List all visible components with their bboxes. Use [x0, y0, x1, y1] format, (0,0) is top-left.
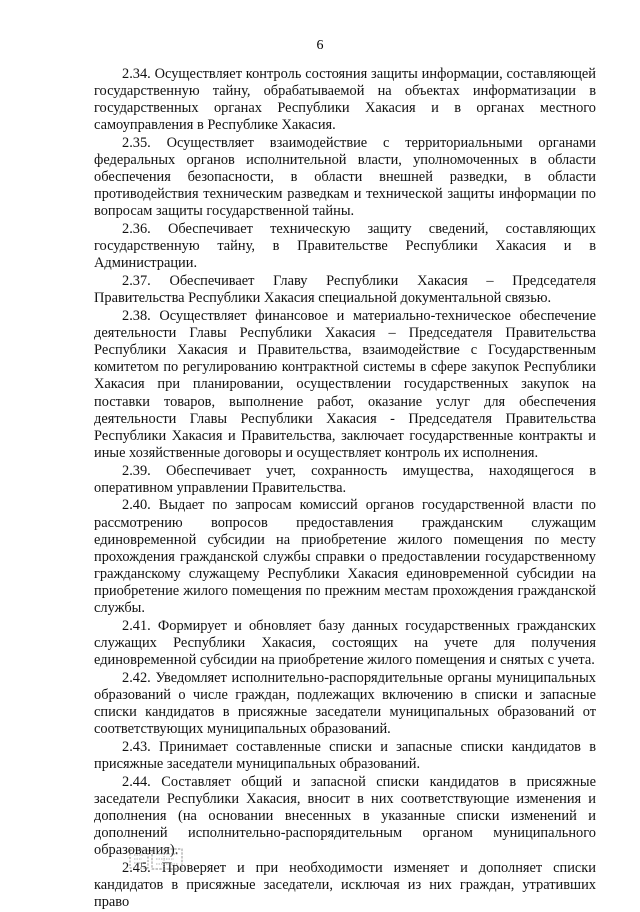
paragraph-2-38: 2.38. Осуществляет финансовое и материально-техническое обеспечение деятельности Главы Республики Хакасия – Председателя Правительства Республики Хакасия и Правительства, взаимодействие с Государственным комитетом по регулированию контрактной системы в сфере закупок Республики Хакасия при планировании, осуществлении государственных закупок на поставки товаров, выполнение работ, оказание услуг для обеспечения деятельности Главы Республики Хакасия - Председателя Правительства Республики Хакасия и Правительства, заключает государственные контракты и иные хозяйственные договоры и осуществляет контроль их исполнения.	[94, 308, 596, 461]
page-number: 6	[316, 38, 324, 53]
paragraph-2-42: 2.42. Уведомляет исполнительно-распорядительные органы муниципальных образований о числе граждан, подлежащих включению в списки и запасные списки кандидатов в присяжные заседатели муниципальных образований от соответствующих муниципальных образований.	[94, 669, 596, 738]
registration-stamp-mark	[128, 847, 184, 871]
paragraph-2-41: 2.41. Формирует и обновляет базу данных государственных гражданских служащих Республики Хакасия, состоящих на учете для получения единовременной субсидии на приобретение жилого помещения и снятых с учета.	[94, 617, 596, 668]
paragraph-2-44: 2.44. Составляет общий и запасной списки кандидатов в присяжные заседатели Республики Хакасия, вносит в них соответствующие изменения и дополнения (на основании внесенных в указанные списки изменений и дополнений исполнительно-распорядительным органом муниципального образования).	[94, 773, 596, 859]
paragraph-2-40: 2.40. Выдает по запросам комиссий органов государственной власти по рассмотрению вопросов предоставления гражданским служащим единовременной субсидии на приобретение жилого помещения по месту прохождения гражданской службы справки о предоставлении государственному гражданскому служащему Республики Хакасия единовременной субсидии на приобретение жилого помещения по прежним местам прохождения гражданской службы.	[94, 497, 596, 617]
document-body	[94, 66, 596, 912]
paragraph-2-43: 2.43. Принимает составленные списки и запасные списки кандидатов в присяжные заседатели муниципальных образований.	[94, 738, 596, 772]
paragraph-2-36: 2.36. Обеспечивает техническую защиту сведений, составляющих государственную тайну, в Правительстве Республики Хакасия и в Администрации.	[94, 221, 596, 272]
paragraph-2-45: 2.45. Проверяет и при необходимости изменяет и дополняет списки кандидатов в присяжные заседатели, исключая из них граждан, утративших право	[94, 859, 596, 911]
paragraph-2-34: 2.34. Осуществляет контроль состояния защиты информации, составляющей государственную тайну, обрабатываемой на объектах информатизации в государственных органах Республики Хакасия и в органах местного самоуправления в Республике Хакасия.	[94, 66, 596, 134]
paragraph-2-39: 2.39. Обеспечивает учет, сохранность имущества, находящегося в оперативном управлении Правительства.	[94, 462, 596, 496]
paragraph-2-35: 2.35. Осуществляет взаимодействие с территориальными органами федеральных органов исполнительной власти, уполномоченных в области обеспечения безопасности, в области внешней разведки, в области противодействия техническим разведкам и технической защиты информации по вопросам защиты государственной тайны.	[94, 135, 596, 220]
paragraph-2-37: 2.37. Обеспечивает Главу Республики Хакасия – Председателя Правительства Республики Хакасия специальной документальной связью.	[94, 273, 596, 307]
